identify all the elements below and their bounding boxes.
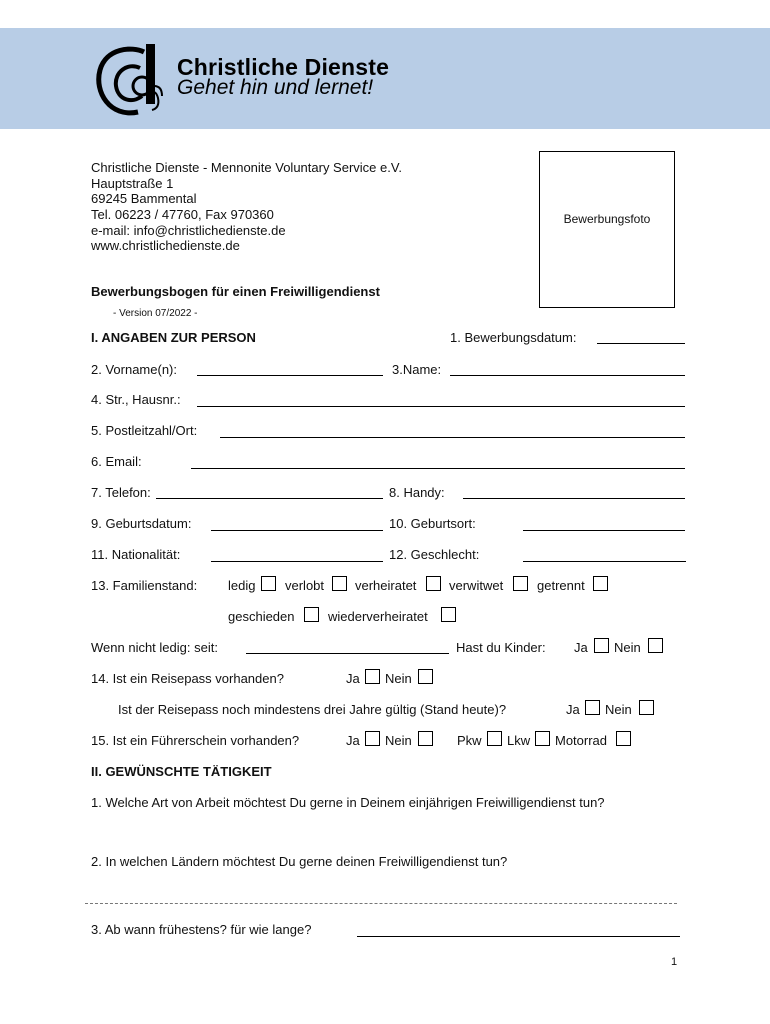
email-field[interactable] — [191, 468, 685, 469]
pkw-label: Pkw — [457, 733, 482, 748]
brand-subtitle: Gehet hin und lernet! — [177, 76, 374, 99]
checkbox-geschieden[interactable] — [304, 607, 319, 622]
address-website: www.christlichedienste.de — [91, 238, 240, 253]
checkbox-gueltig-nein[interactable] — [639, 700, 654, 715]
street-field[interactable] — [197, 406, 685, 407]
kinder-nein-label: Nein — [614, 640, 641, 655]
vorname-label: 2. Vorname(n): — [91, 362, 177, 377]
checkbox-kinder-ja[interactable] — [594, 638, 609, 653]
geburtsort-label: 10. Geburtsort: — [389, 516, 476, 531]
section-1-heading: I. ANGABEN ZUR PERSON — [91, 330, 256, 345]
photo-label: Bewerbungsfoto — [563, 212, 651, 226]
option-geschieden-label: geschieden — [228, 609, 295, 624]
checkbox-ledig[interactable] — [261, 576, 276, 591]
checkbox-pkw[interactable] — [487, 731, 502, 746]
motorrad-label: Motorrad — [555, 733, 608, 748]
checkbox-verlobt[interactable] — [332, 576, 347, 591]
checkbox-reisepass-nein[interactable] — [418, 669, 433, 684]
reisepass-nein-label: Nein — [385, 671, 412, 686]
geburtsort-field[interactable] — [523, 530, 685, 531]
question-3-answer-field[interactable] — [357, 936, 680, 937]
date-field[interactable] — [597, 343, 685, 344]
kinder-ja-label: Ja — [574, 640, 588, 655]
kinder-label: Hast du Kinder: — [456, 640, 546, 655]
nationalitaet-label: 11. Nationalität: — [91, 547, 181, 562]
brand-title: Christliche Dienste — [177, 54, 390, 80]
photo-box[interactable] — [539, 151, 675, 308]
date-label: 1. Bewerbungsdatum: — [450, 330, 577, 345]
christliche-dienste-logo-icon — [92, 40, 172, 122]
option-verwitwet-label: verwitwet — [449, 578, 504, 593]
familienstand-label: 13. Familienstand: — [91, 578, 198, 593]
question-2-answer-line[interactable] — [85, 903, 677, 904]
checkbox-wiederverheiratet[interactable] — [441, 607, 456, 622]
checkbox-verheiratet[interactable] — [426, 576, 441, 591]
option-verheiratet-label: verheiratet — [355, 578, 417, 593]
checkbox-reisepass-ja[interactable] — [365, 669, 380, 684]
reisepass-label: 14. Ist ein Reisepass vorhanden? — [91, 671, 284, 686]
lkw-label: Lkw — [507, 733, 531, 748]
geschlecht-field[interactable] — [523, 561, 686, 562]
fuehrerschein-label: 15. Ist ein Führerschein vorhanden? — [91, 733, 300, 748]
fuehrerschein-nein-label: Nein — [385, 733, 412, 748]
question-2: 2. In welchen Ländern möchtest Du gerne deinen Freiwilligendienst tun? — [91, 854, 508, 869]
question-1: 1. Welche Art von Arbeit möchtest Du gerne in Deinem einjährigen Freiwilligendienst tun? — [91, 795, 605, 810]
option-wiederverheiratet-label: wiederverheiratet — [328, 609, 428, 624]
geburtsdatum-label: 9. Geburtsdatum: — [91, 516, 192, 531]
checkbox-lkw[interactable] — [535, 731, 550, 746]
name-field[interactable] — [450, 375, 685, 376]
question-3: 3. Ab wann frühestens? für wie lange? — [91, 922, 312, 937]
street-label: 4. Str., Hausnr.: — [91, 392, 181, 407]
address-email: e-mail: info@christlichedienste.de — [91, 223, 286, 238]
gueltig-nein-label: Nein — [605, 702, 632, 717]
name-label: 3.Name: — [392, 362, 442, 377]
geburtsdatum-field[interactable] — [211, 530, 383, 531]
vorname-field[interactable] — [197, 375, 383, 376]
option-verlobt-label: verlobt — [285, 578, 325, 593]
checkbox-fuehrerschein-ja[interactable] — [365, 731, 380, 746]
form-version: - Version 07/2022 - — [113, 308, 198, 319]
address-line: 69245 Bammental — [91, 191, 197, 206]
nicht-ledig-label: Wenn nicht ledig: seit: — [91, 640, 218, 655]
checkbox-motorrad[interactable] — [616, 731, 631, 746]
checkbox-gueltig-ja[interactable] — [585, 700, 600, 715]
address-line: Hauptstraße 1 — [91, 176, 174, 191]
plz-label: 5. Postleitzahl/Ort: — [91, 423, 198, 438]
handy-label: 8. Handy: — [389, 485, 445, 500]
nicht-ledig-field[interactable] — [246, 653, 449, 654]
nationalitaet-field[interactable] — [211, 561, 383, 562]
option-ledig-label: ledig — [228, 578, 256, 593]
reisepass-gueltig-label: Ist der Reisepass noch mindestens drei Jahre gültig (Stand heute)? — [118, 702, 507, 717]
fuehrerschein-ja-label: Ja — [346, 733, 360, 748]
gueltig-ja-label: Ja — [566, 702, 580, 717]
form-title: Bewerbungsbogen für einen Freiwilligendienst — [91, 284, 380, 299]
address-line: Christliche Dienste - Mennonite Voluntary Service e.V. — [91, 160, 402, 175]
email-label: 6. Email: — [91, 454, 142, 469]
plz-field[interactable] — [220, 437, 685, 438]
section-2-heading: II. GEWÜNSCHTE TÄTIGKEIT — [91, 764, 272, 779]
handy-field[interactable] — [463, 498, 685, 499]
address-line: Tel. 06223 / 47760, Fax 970360 — [91, 207, 274, 222]
checkbox-getrennt[interactable] — [593, 576, 608, 591]
telefon-field[interactable] — [156, 498, 383, 499]
checkbox-kinder-nein[interactable] — [648, 638, 663, 653]
reisepass-ja-label: Ja — [346, 671, 360, 686]
option-getrennt-label: getrennt — [537, 578, 585, 593]
telefon-label: 7. Telefon: — [91, 485, 151, 500]
checkbox-fuehrerschein-nein[interactable] — [418, 731, 433, 746]
checkbox-verwitwet[interactable] — [513, 576, 528, 591]
page-number: 1 — [671, 956, 678, 968]
geschlecht-label: 12. Geschlecht: — [389, 547, 480, 562]
